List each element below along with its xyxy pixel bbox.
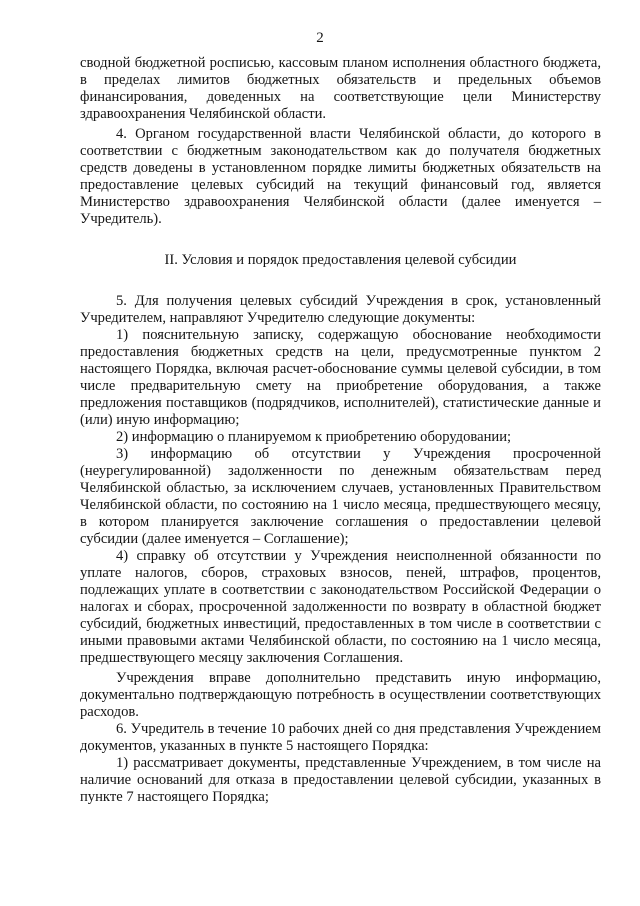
list-item-tax-certificate: 4) справку об отсутствии у Учреждения неисполненной обязанности по уплате налогов, сборов, страховых взносов, пеней, штрафов, процентов, подлежащих уплате в соответствии с законодательством Российской Федерации о налогах и сборах, просроченной задолженности по возврату в областной бюджет субсидий, бюджетных инвестиций, предоставленных в том числе в соответствии с иными правовыми актами Челябинской области, по состоянию на 1 число месяца, предшествующего месяцу заключения Соглашения. — [80, 548, 601, 666]
document-body — [80, 55, 601, 806]
paragraph-budget-continuation: сводной бюджетной росписью, кассовым планом исполнения областного бюджета, в пределах лимитов бюджетных обязательств и предельных объемов финансирования, доведенных на соответствующие цели Министерству здравоохранения Челябинской области. — [80, 55, 601, 122]
list-item-debt-info: 3) информацию об отсутствии у Учреждения просроченной (неурегулированной) задолженности по денежным обязательствам перед Челябинской областью, за исключением случаев, установленных Правительством Челябинской области, по состоянию на 1 число месяца, предшествующего месяцу, в котором планируется заключение соглашения о предоставлении целевой субсидии (далее именуется – Соглашение); — [80, 446, 601, 547]
paragraph-item-6: 6. Учредитель в течение 10 рабочих дней со дня представления Учреждением документов, указанных в пункте 5 настоящего Порядка: — [80, 721, 601, 754]
list-item-equipment-info: 2) информацию о планируемом к приобретению оборудовании; — [116, 429, 512, 445]
paragraph-additional-info: Учреждения вправе дополнительно представить иную информацию, документально подтверждающую потребность в осуществлении соответствующих расходов. — [80, 670, 601, 720]
section-heading: II. Условия и порядок предоставления целевой субсидии — [164, 252, 517, 268]
list-item-review-documents: 1) рассматривает документы, представленные Учреждением, в том числе на наличие оснований для отказа в предоставлении целевой субсидии, указанных в пункте 7 настоящего Порядка; — [80, 755, 601, 805]
paragraph-item-4: 4. Органом государственной власти Челябинской области, до которого в соответствии с бюджетным законодательством как до получателя бюджетных средств доведены в установленном порядке лимиты бюджетных обязательств на предоставление целевых субсидий на текущий финансовый год, является Министерство здравоохранения Челябинской области (далее именуется – Учредитель). — [80, 126, 601, 227]
page-number: 2 — [316, 30, 324, 46]
list-item-explanatory-note: 1) пояснительную записку, содержащую обоснование необходимости предоставления бюджетных средств на цели, предусмотренные пунктом 2 настоящего Порядка, включая расчет-обоснование суммы целевой субсидии, в том числе предварительную смету на приобретение оборудования, а также предложения поставщиков (подрядчиков, исполнителей), статистические данные и (или) иную информацию; — [80, 327, 601, 428]
paragraph-item-5: 5. Для получения целевых субсидий Учреждения в срок, установленный Учредителем, направляют Учредителю следующие документы: — [80, 293, 601, 326]
